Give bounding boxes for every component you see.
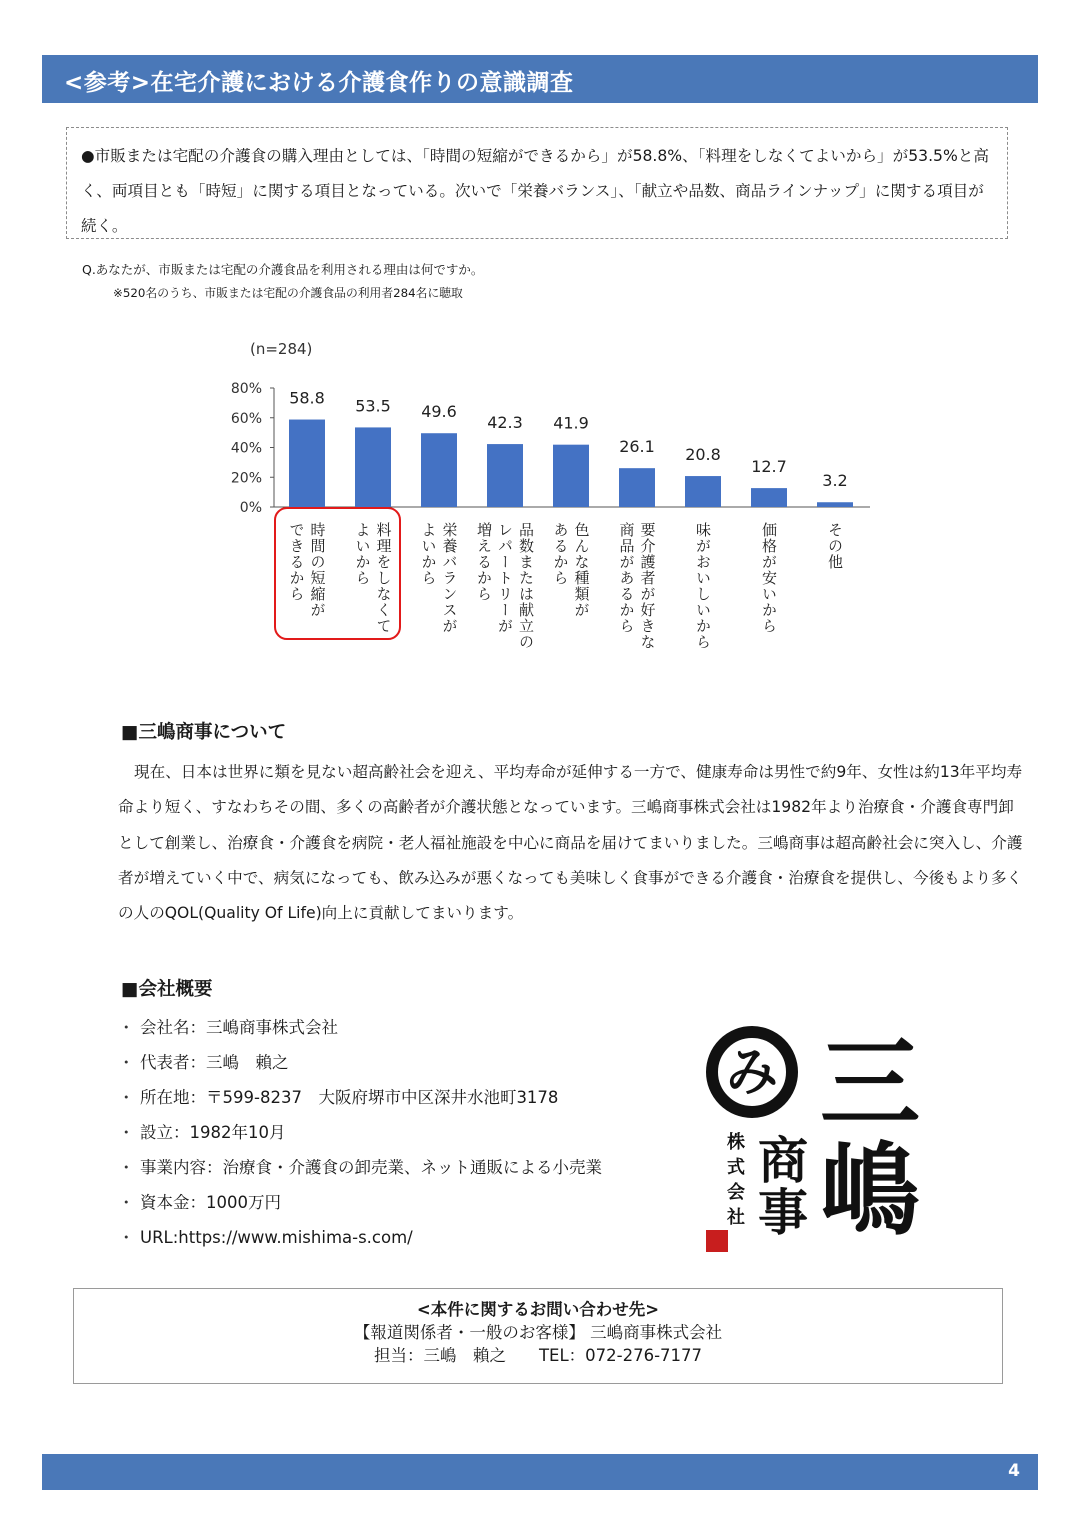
logo-main-first: 三	[820, 1024, 920, 1142]
bullet: ・	[118, 1193, 135, 1212]
x-tick-label: 増えるから	[475, 522, 493, 602]
y-tick-label: 80%	[230, 381, 262, 397]
logo-red-seal	[706, 1230, 728, 1252]
bar	[751, 488, 787, 507]
overview-list	[118, 1010, 602, 1255]
logo-small-1: 式	[727, 1157, 745, 1178]
page-title: <参考>在宅介護における介護食作りの意識調査	[64, 70, 574, 96]
bullet: ・	[118, 1228, 135, 1247]
y-tick-label: 0%	[239, 500, 262, 516]
x-tick-label: 商品があるから	[617, 522, 636, 634]
overview-item-url: ・ URL:https://www.mishima-s.com/	[118, 1220, 602, 1255]
logo-small-0: 株	[727, 1132, 745, 1153]
about-text: 現在、日本は世界に類を見ない超高齢社会を迎え、平均寿命が延伸する一方で、健康寿命は男性で約9年、女性は約13年平均寿命より短く、すなわちその間、多くの高齢者が介護状態となっています。三嶋商事株式会社は1982年より治療食・介護食専門卸として創業し、治療食・介護食を病院・老人福祉施設を中心に商品を届けてまいりました。三嶋商事は超高齢社会に突入し、介護者が増えていく中で、病気になっても、飲み込みが悪くなっても美味しく食事ができる介護食・治療食を提供し、今後もより多くの人のQOL(Quality Of Life)向上に貢献してまいります。	[118, 763, 1023, 923]
overview-item-company: ・ 会社名：三嶋商事株式会社	[118, 1010, 602, 1045]
data-label: 12.7	[751, 457, 787, 477]
data-label: 42.3	[487, 413, 523, 433]
bullet: ・	[118, 1088, 135, 1107]
x-tick-label: 色んな種類が	[572, 522, 591, 618]
bullet: ・	[118, 1123, 135, 1142]
data-label: 26.1	[619, 437, 655, 457]
bar	[817, 502, 853, 507]
overview-item-business: ・ 事業内容：治療食・介護食の卸売業、ネット通販による小売業	[118, 1150, 602, 1185]
bullet: ・	[118, 1018, 135, 1037]
x-tick-label: できるから	[287, 522, 306, 602]
x-tick-label: 栄養バランスが	[440, 522, 459, 634]
x-tick-label: 価格が安いから	[760, 522, 778, 634]
logo-sub-second: 事	[758, 1183, 808, 1242]
chart-highlight-frame	[274, 507, 401, 640]
company-logo	[700, 1010, 960, 1260]
contact-title: <本件に関するお問い合わせ先>	[416, 1300, 660, 1319]
x-tick-label: よいから	[353, 522, 372, 586]
x-tick-label: 時間の短縮が	[308, 522, 327, 618]
contact-box	[73, 1288, 1003, 1384]
data-label: 3.2	[822, 471, 848, 491]
survey-note: ※520名のうち、市販または宅配の介護食品の利用者284名に聴取	[113, 286, 463, 300]
bar	[685, 476, 721, 507]
summary-text: ●市販または宅配の介護食の購入理由としては、「時間の短縮ができるから」が58.8%、「料理をしなくてよいから」が53.5%と高く、両項目とも「時短」に関する項目となっている。次いで「栄養バランス」、「献立や品数、商品ラインナップ」に関する項目が続く。	[81, 147, 989, 235]
overview-item-capital: ・ 資本金：1000万円	[118, 1185, 602, 1220]
bar	[619, 468, 655, 507]
bar	[289, 420, 325, 507]
survey-question: Q.あなたが、市販または宅配の介護食品を利用される理由は何ですか。	[82, 262, 484, 277]
x-tick-label: 料理をしなくて	[374, 522, 393, 634]
logo-mark-char: み	[725, 1043, 779, 1103]
x-tick-label: よいから	[419, 522, 438, 586]
bar	[421, 433, 457, 507]
header-bar	[42, 55, 1038, 103]
logo-main-second: 嶋	[820, 1131, 920, 1249]
x-tick-label: あるから	[551, 522, 570, 586]
logo-small-2: 会	[727, 1182, 745, 1203]
x-tick-label: 要介護者が好きな	[638, 522, 657, 650]
logo-sub-first: 商	[758, 1131, 808, 1190]
bar	[487, 444, 523, 507]
contact-line-2: 担当：三嶋 賴之 TEL：072-276-7177	[373, 1346, 703, 1365]
data-label: 49.6	[421, 402, 457, 422]
bullet: ・	[118, 1053, 135, 1072]
overview-heading: ■会社概要	[121, 979, 213, 1000]
summary-box	[66, 127, 1008, 239]
contact-line-1: 【報道関係者・一般のお客様】 三嶋商事株式会社	[353, 1323, 723, 1342]
logo-small-3: 社	[727, 1207, 745, 1228]
y-tick-label: 60%	[230, 410, 262, 427]
page-number: 4	[1008, 1461, 1020, 1481]
x-tick-label: 品数または献立の	[517, 522, 535, 650]
data-label: 41.9	[553, 413, 589, 433]
bar	[553, 445, 589, 507]
x-tick-label: 味がおいしいから	[694, 522, 712, 650]
y-tick-label: 20%	[230, 470, 262, 487]
about-heading: ■三嶋商事について	[121, 722, 287, 743]
overview-item-established: ・ 設立：1982年10月	[118, 1115, 602, 1150]
data-label: 58.8	[289, 388, 325, 408]
data-label: 53.5	[355, 396, 391, 416]
bar	[355, 427, 391, 507]
x-tick-label: その他	[826, 522, 844, 570]
bullet: ・	[118, 1158, 135, 1177]
x-tick-label: レパートリーが	[496, 522, 514, 634]
y-tick-label: 40%	[230, 440, 262, 457]
data-label: 20.8	[685, 445, 721, 465]
footer-bar	[42, 1454, 1038, 1490]
overview-item-representative: ・ 代表者：三嶋 賴之	[118, 1045, 602, 1080]
overview-item-address: ・ 所在地：〒599-8237 大阪府堺市中区深井水池町3178	[118, 1080, 602, 1115]
sample-size-label: (n=284)	[250, 340, 313, 358]
